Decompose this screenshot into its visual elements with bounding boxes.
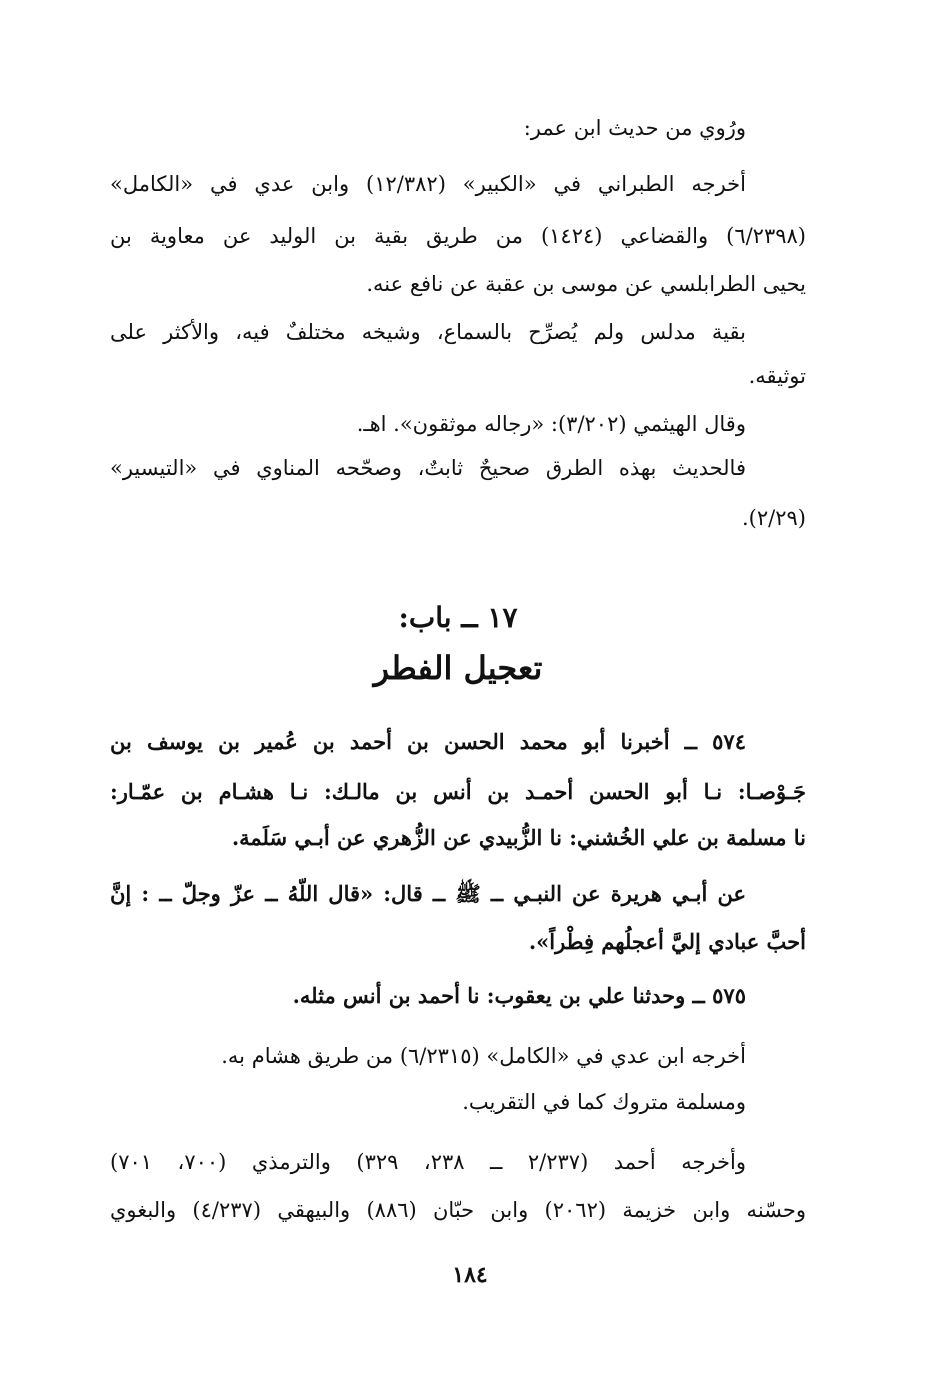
text-line: يحيى الطرابلسي عن موسى بن عقبة عن نافع عنه. [366, 272, 806, 296]
hadith-line: جَـوْصـا: نـا أبو الحسن أحمـد بن أنس بن مالـك: نـا هشـام بن عمّـار: [110, 779, 806, 804]
text-line: توثيقه. [748, 364, 806, 388]
hadith-line: أحبَّ عبادي إليَّ أعجلُهم فِطْراً». [528, 929, 806, 954]
text-line: فالحديث بهذه الطرق صحيحٌ ثابتٌ، وصحّحه المناوي في «التيسير» [110, 456, 746, 480]
commentary-line: أخرجه ابن عدي في «الكامل» (٦/٢٣١٥) من طريق هشام به. [221, 1044, 746, 1068]
text-line: وقال الهيثمي (٣/٢٠٢): «رجاله موثقون». اهـ. [356, 412, 746, 436]
commentary-line: وحسّنه وابن خزيمة (٢٠٦٢) وابن حبّان (٨٨٦) والبيهقي (٤/٢٣٧) والبغوي [110, 1198, 806, 1222]
text-line: (٢/٢٩). [742, 506, 806, 530]
hadith-line: نا مسلمة بن علي الخُشني: نا الزُّبيدي عن الزُّهري عن أبـي سَلَمة. [231, 825, 806, 850]
chapter-number: ١٧ ــ باب: [398, 601, 518, 634]
text-line: أخرجه الطبراني في «الكبير» (١٢/٣٨٢) وابن عدي في «الكامل» [110, 172, 747, 196]
hadith-line: عن أبـي هريرة عن النبـي ــ ﷺ ــ قال: «قال اللّهُ ــ عزّ وجلّ ــ : إنَّ [110, 881, 746, 906]
hadith-line: ٥٧٥ ــ وحدثنا علي بن يعقوب: نا أحمد بن أنس مثله. [292, 983, 746, 1008]
page-number: ١٨٤ [452, 1262, 488, 1288]
text-line: بقية مدلس ولم يُصرِّح بالسماع، وشيخه مختلفٌ فيه، والأكثر على [110, 320, 746, 344]
text-line: (٦/٢٣٩٨) والقضاعي (١٤٢٤) من طريق بقية بن الوليد عن معاوية بن [110, 224, 806, 248]
chapter-title: تعجيل الفطر [373, 649, 543, 687]
commentary-line: ومسلمة متروك كما في التقريب. [462, 1090, 746, 1114]
text-line: ورُوي من حديث ابن عمر: [523, 116, 746, 140]
commentary-line: وأخرجه أحمد (٢/٢٣٧ ــ ٢٣٨، ٣٢٩) والترمذي (٧٠٠، ٧٠١) [110, 1150, 747, 1174]
hadith-line: ٥٧٤ ــ أخبرنا أبو محمد الحسن بن أحمد بن عُمير بن يوسف بن [110, 729, 746, 754]
